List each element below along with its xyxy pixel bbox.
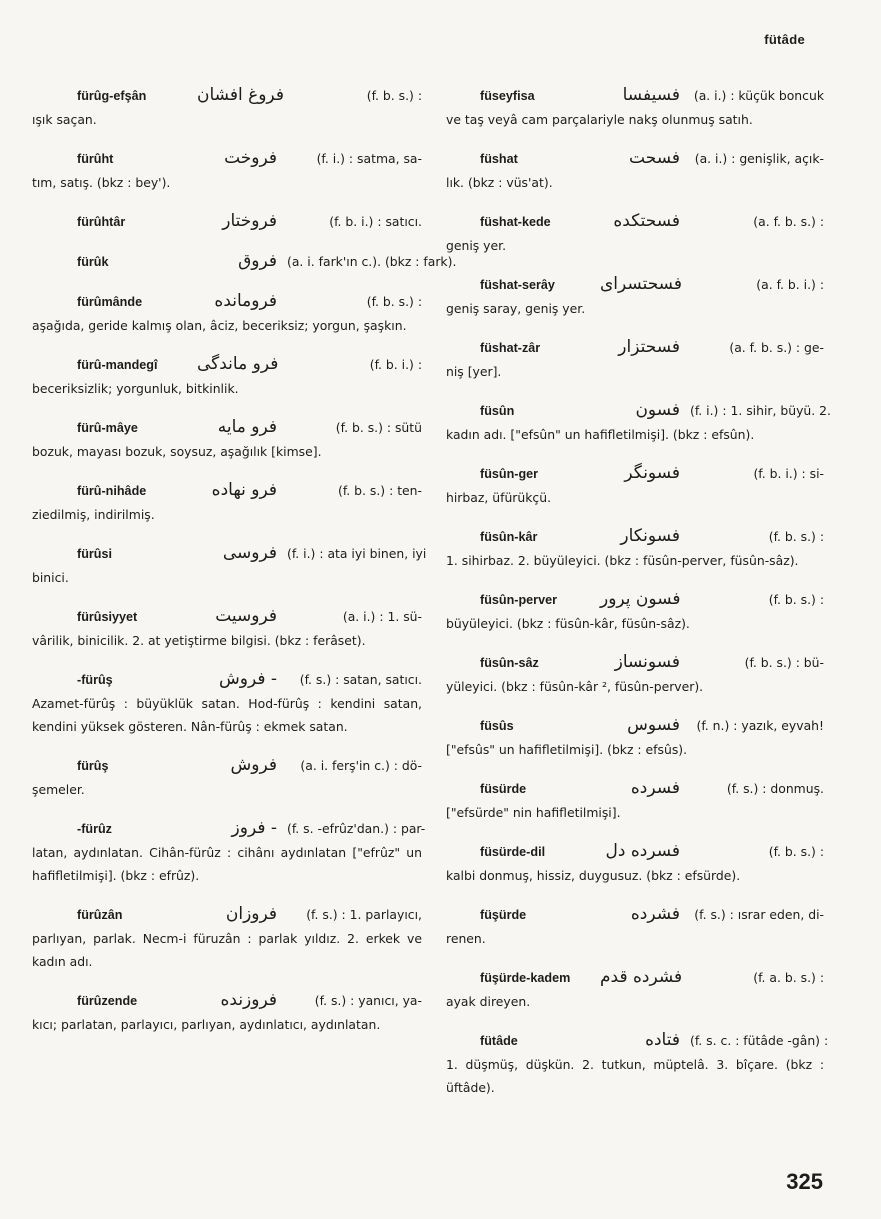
entry-definition: kıcı; parlatan, parlayıcı, parlıyan, aydınlatıcı, aydınlatan. [32,1017,381,1032]
dictionary-entry [32,668,422,738]
entry-grammar-and-definition: (f. b. s.) : bü- [744,655,824,670]
dictionary-entry [446,462,824,509]
dictionary-entry [32,290,422,337]
entry-head-line [32,210,422,234]
entry-headword: fürû-nihâde [77,484,147,498]
entry-head-group [32,147,287,171]
entry-head-group [446,84,690,108]
entry-head-group [446,651,690,675]
entry-head-group [32,479,287,503]
entry-head-group [32,250,287,274]
dictionary-entry [32,989,422,1036]
entry-head-group [32,817,287,841]
entry-headword: fürûhtâr [77,215,126,229]
entry-grammar-and-definition: (f. b. s.) : [768,592,824,607]
entry-headword: fürûmânde [77,295,143,309]
entry-head-line [32,542,427,566]
entry-arabic-script: فسحتکده [613,211,680,231]
entry-headword: fürûzân [77,908,123,922]
dictionary-entry [32,903,422,973]
dictionary-entry [32,817,426,887]
entry-head-line [32,479,422,503]
entry-grammar-and-definition: (f. s. c. : fütâde -gân) : [690,1033,829,1048]
entry-arabic-script: فسون [635,400,680,420]
entry-grammar-and-definition: (f. b. i.) : [369,357,422,372]
entry-headword: füsûn-kâr [480,530,538,544]
entry-head-line [446,966,824,990]
entry-grammar-and-definition: (f. s. -efrûz'dan.) : par- [287,821,426,836]
entry-headword: füsûs [480,719,514,733]
entry-definition: ışık saçan. [32,112,97,127]
dictionary-entry [446,525,824,572]
entry-arabic-script: فشرده قدم [600,967,683,987]
entry-definition: ziedilmiş, indirilmiş. [32,507,155,522]
dictionary-entry [446,966,824,1013]
entry-definition: bozuk, mayası bozuk, soysuz, aşağılık [kimse]. [32,444,322,459]
entry-grammar-and-definition: (f. b. s.) : [366,294,422,309]
entry-headword: fürûsiyyet [77,610,138,624]
dictionary-entry [32,754,422,801]
entry-grammar-and-definition: (a. i. ferş'in c.) : dö- [300,758,422,773]
entry-head-line [446,903,824,927]
entry-definition: ve taş veyâ cam parçalariyle nakş olunmuş satıh. [446,112,753,127]
dictionary-entry [32,542,427,589]
entry-headword: fürûş [77,759,109,773]
entry-headword: fürûzende [77,994,138,1008]
entry-headword: füseyfisa [480,89,535,103]
entry-head-group [32,210,287,234]
entry-arabic-script: - فروز [231,818,277,838]
entry-definition: şemeler. [32,782,85,797]
entry-arabic-script: فسرده [630,778,680,798]
entry-head-line [446,1029,829,1053]
entry-grammar-and-definition: (f. b. s.) : [768,844,824,859]
entry-definition: renen. [446,931,486,946]
entry-arabic-script: فسیفسا [622,85,680,105]
entry-grammar-and-definition: (f. s.) : 1. parlayıcı, [306,907,422,922]
entry-grammar-and-definition: (f. i.) : satma, sa- [316,151,422,166]
entry-grammar-and-definition: (f. b. s.) : [768,529,824,544]
left-column [32,84,457,1052]
entry-arabic-script: فروخت [224,148,277,168]
dictionary-entry [32,147,422,194]
entry-headword: fürûsi [77,547,112,561]
entry-head-line [446,525,824,549]
dictionary-entry [32,250,457,274]
entry-definition: 1. sihirbaz. 2. büyüleyici. (bkz : füsûn-perver, füsûn-sâz). [446,553,799,568]
entry-headword: füshat-zâr [480,341,541,355]
entry-grammar-and-definition: (f. b. s.) : sütü [335,420,422,435]
dictionary-entry [446,84,824,131]
entry-head-line [32,605,422,629]
entry-head-line [32,668,422,692]
entry-definition: aşağıda, geride kalmış olan, âciz, beceriksiz; yorgun, şaşkın. [32,318,407,333]
entry-headword: füsûn-ger [480,467,539,481]
entry-head-line [446,651,824,675]
entry-headword: fütâde [480,1034,518,1048]
entry-headword: füşürde-kadem [480,971,571,985]
right-column [446,84,831,1115]
entry-head-line [32,817,426,841]
dictionary-entry [32,416,422,463]
entry-arabic-script: فشرده [630,904,680,924]
entry-head-group [446,273,692,297]
entry-definition: ["efsûs" un hafifletilmişi]. (bkz : efsûs). [446,742,688,757]
entry-grammar-and-definition: (f. b. s.) : [366,88,422,103]
entry-head-group [32,903,287,927]
entry-head-group [446,1029,690,1053]
entry-arabic-script: فروش [230,755,277,775]
running-head: fütâde [764,32,805,47]
dictionary-entry [32,84,422,131]
entry-arabic-script: فرومانده [214,291,277,311]
entry-grammar-and-definition: (a. f. b. s.) : [753,214,824,229]
entry-definition: latan, aydınlatan. Cihân-fürûz : cihânı aydınlatan ["efrûz" un hafifletilmişi]. (bkz : efrûz). [32,845,422,883]
entry-definition: kadın adı. ["efsûn" un hafifletilmişi]. (bkz : efsûn). [446,427,755,442]
dictionary-entry [446,714,824,761]
entry-arabic-script: فرو ماندگی [197,354,279,374]
entry-definition: geniş yer. [446,238,507,253]
entry-grammar-and-definition: (a. f. b. i.) : [756,277,824,292]
entry-definition: geniş saray, geniş yer. [446,301,586,316]
entry-arabic-script: - فروش [218,669,277,689]
entry-head-group [446,840,690,864]
entry-headword: füsûn-perver [480,593,557,607]
entry-headword: füshat [480,152,518,166]
entry-head-line [446,147,824,171]
entry-grammar-and-definition: (f. n.) : yazık, eyvah! [696,718,824,733]
entry-head-group [446,903,690,927]
entry-definition: lık. (bkz : vüs'at). [446,175,553,190]
entry-arabic-script: فسوس [627,715,680,735]
dictionary-entry [446,777,824,824]
entry-grammar-and-definition: (a. i.) : genişlik, açık- [694,151,824,166]
entry-head-line [446,588,824,612]
entry-headword: fürû-mâye [77,421,138,435]
entry-head-line [446,714,824,738]
dictionary-entry [446,1029,829,1099]
entry-definition: parlıyan, parlak. Necm-i füruzân : parlak yıldız. 2. erkek ve kadın adı. [32,931,422,969]
entry-head-group [32,290,287,314]
entry-arabic-script: فسونساز [614,652,680,672]
entry-head-line [32,903,422,927]
entry-arabic-script: فرو نهاده [211,480,277,500]
entry-head-group [32,542,287,566]
entry-definition: ayak direyen. [446,994,531,1009]
entry-head-group [446,588,691,612]
entry-grammar-and-definition: (f. s.) : ısrar eden, di- [694,907,824,922]
entry-head-line [446,84,824,108]
entry-definition: niş [yer]. [446,364,502,379]
entry-head-line [32,84,422,108]
dictionary-entry [446,210,824,257]
entry-definition: 1. düşmüş, düşkün. 2. tutkun, müptelâ. 3. bîçare. (bkz : üftâde). [446,1057,824,1095]
entry-definition: binici. [32,570,69,585]
entry-grammar-and-definition: (a. f. b. s.) : ge- [729,340,824,355]
entry-head-line [32,147,422,171]
entry-grammar-and-definition: (a. i. fark'ın c.). (bkz : fark). [287,254,457,269]
entry-headword: füshat-serây [480,278,555,292]
entry-arabic-script: فروختار [222,211,277,231]
entry-head-line [446,777,824,801]
dictionary-entry [32,210,422,234]
dictionary-entry [446,147,824,194]
entry-definition: Azamet-fürûş : büyüklük satan. Hod-fürûş : kendini satan, kendini yüksek gösteren. Nân-fürûş : ekmek satan. [32,696,422,734]
entry-definition: yüleyici. (bkz : füsûn-kâr ², füsûn-perver). [446,679,704,694]
entry-grammar-and-definition: (f. a. b. s.) : [753,970,824,985]
entry-headword: -fürûş [77,673,113,687]
dictionary-entry [446,651,824,698]
entry-grammar-and-definition: (f. s.) : satan, satıcı. [299,672,422,687]
entry-arabic-script: فسحتسرای [600,274,682,294]
entry-arabic-script: فروسیت [215,606,277,626]
entry-definition: büyüleyici. (bkz : füsûn-kâr, füsûn-sâz). [446,616,690,631]
entry-head-group [446,336,690,360]
entry-grammar-and-definition: (f. b. i.) : satıcı. [329,214,422,229]
entry-head-line [32,250,457,274]
entry-head-line [446,210,824,234]
entry-grammar-and-definition: (f. b. s.) : ten- [338,483,422,498]
entry-arabic-script: فروغ افشان [197,85,284,105]
entry-head-line [446,399,831,423]
entry-grammar-and-definition: (f. s.) : donmuş. [726,781,824,796]
dictionary-entry [32,605,422,652]
entry-head-group [446,147,690,171]
entry-headword: füsürde-dil [480,845,546,859]
dictionary-entry [446,840,824,887]
entry-head-group [446,210,690,234]
entry-definition: beceriksizlik; yorgunluk, bitkinlik. [32,381,239,396]
entry-headword: fürûht [77,152,114,166]
entry-head-line [446,840,824,864]
dictionary-entry [32,479,422,526]
entry-head-group [32,416,287,440]
entry-headword: füshat-kede [480,215,551,229]
dictionary-entry [446,273,824,320]
entry-arabic-script: فسونگر [624,463,680,483]
entry-headword: fürûk [77,255,109,269]
entry-head-group [446,777,690,801]
entry-arabic-script: فسونکار [620,526,680,546]
entry-head-line [32,989,422,1013]
page-number: 325 [786,1169,823,1194]
entry-arabic-script: فروزان [225,904,277,924]
entry-grammar-and-definition: (f. s.) : yanıcı, ya- [314,993,422,1008]
entry-definition: tım, satış. (bkz : bey'). [32,175,171,190]
entry-grammar-and-definition: (f. b. i.) : si- [753,466,824,481]
entry-head-line [446,336,824,360]
entry-grammar-and-definition: (f. i.) : ata iyi binen, iyi [287,546,427,561]
entry-head-group [32,353,288,377]
entry-arabic-script: فرو مایه [217,417,277,437]
entry-head-line [446,462,824,486]
entry-headword: füşürde [480,908,527,922]
entry-headword: füsûn-sâz [480,656,539,670]
entry-head-group [32,605,287,629]
entry-head-line [446,273,824,297]
dictionary-entry [446,588,824,635]
entry-grammar-and-definition: (f. i.) : 1. sihir, büyü. 2. [690,403,831,418]
entry-headword: fürû-mandegî [77,358,158,372]
dictionary-entry [446,399,831,446]
entry-definition: kalbi donmuş, hissiz, duygusuz. (bkz : efsürde). [446,868,741,883]
entry-arabic-script: فسرده دل [605,841,680,861]
entry-head-line [32,353,422,377]
entry-headword: füsürde [480,782,527,796]
entry-head-line [32,290,422,314]
entry-head-group [32,84,294,108]
entry-arabic-script: فسون پرور [600,589,681,609]
entry-headword: fürûg-efşân [77,89,147,103]
entry-head-group [446,525,690,549]
entry-headword: -fürûz [77,822,112,836]
entry-arabic-script: فسحتزار [618,337,680,357]
entry-definition: ["efsürde" nin hafifletilmişi]. [446,805,621,820]
entry-headword: füsûn [480,404,515,418]
entry-head-group [446,462,690,486]
dictionary-entry [446,903,824,950]
entry-head-group [32,754,287,778]
entry-head-group [446,966,692,990]
entry-arabic-script: فروسی [222,543,277,563]
entry-grammar-and-definition: (a. i.) : küçük boncuk [693,88,824,103]
entry-head-group [32,668,287,692]
entry-head-line [32,416,422,440]
entry-head-group [32,989,287,1013]
entry-definition: hirbaz, üfürükçü. [446,490,552,505]
dictionary-entry [446,336,824,383]
entry-head-line [32,754,422,778]
entry-arabic-script: فروق [238,251,277,271]
entry-head-group [446,399,690,423]
entry-definition: vârilik, binicilik. 2. at yetiştirme bilgisi. (bkz : ferâset). [32,633,366,648]
dictionary-entry [32,353,422,400]
entry-arabic-script: فسحت [629,148,680,168]
entry-head-group [446,714,690,738]
entry-grammar-and-definition: (a. i.) : 1. sü- [342,609,422,624]
entry-arabic-script: فتاده [645,1030,680,1050]
entry-arabic-script: فروزنده [220,990,277,1010]
